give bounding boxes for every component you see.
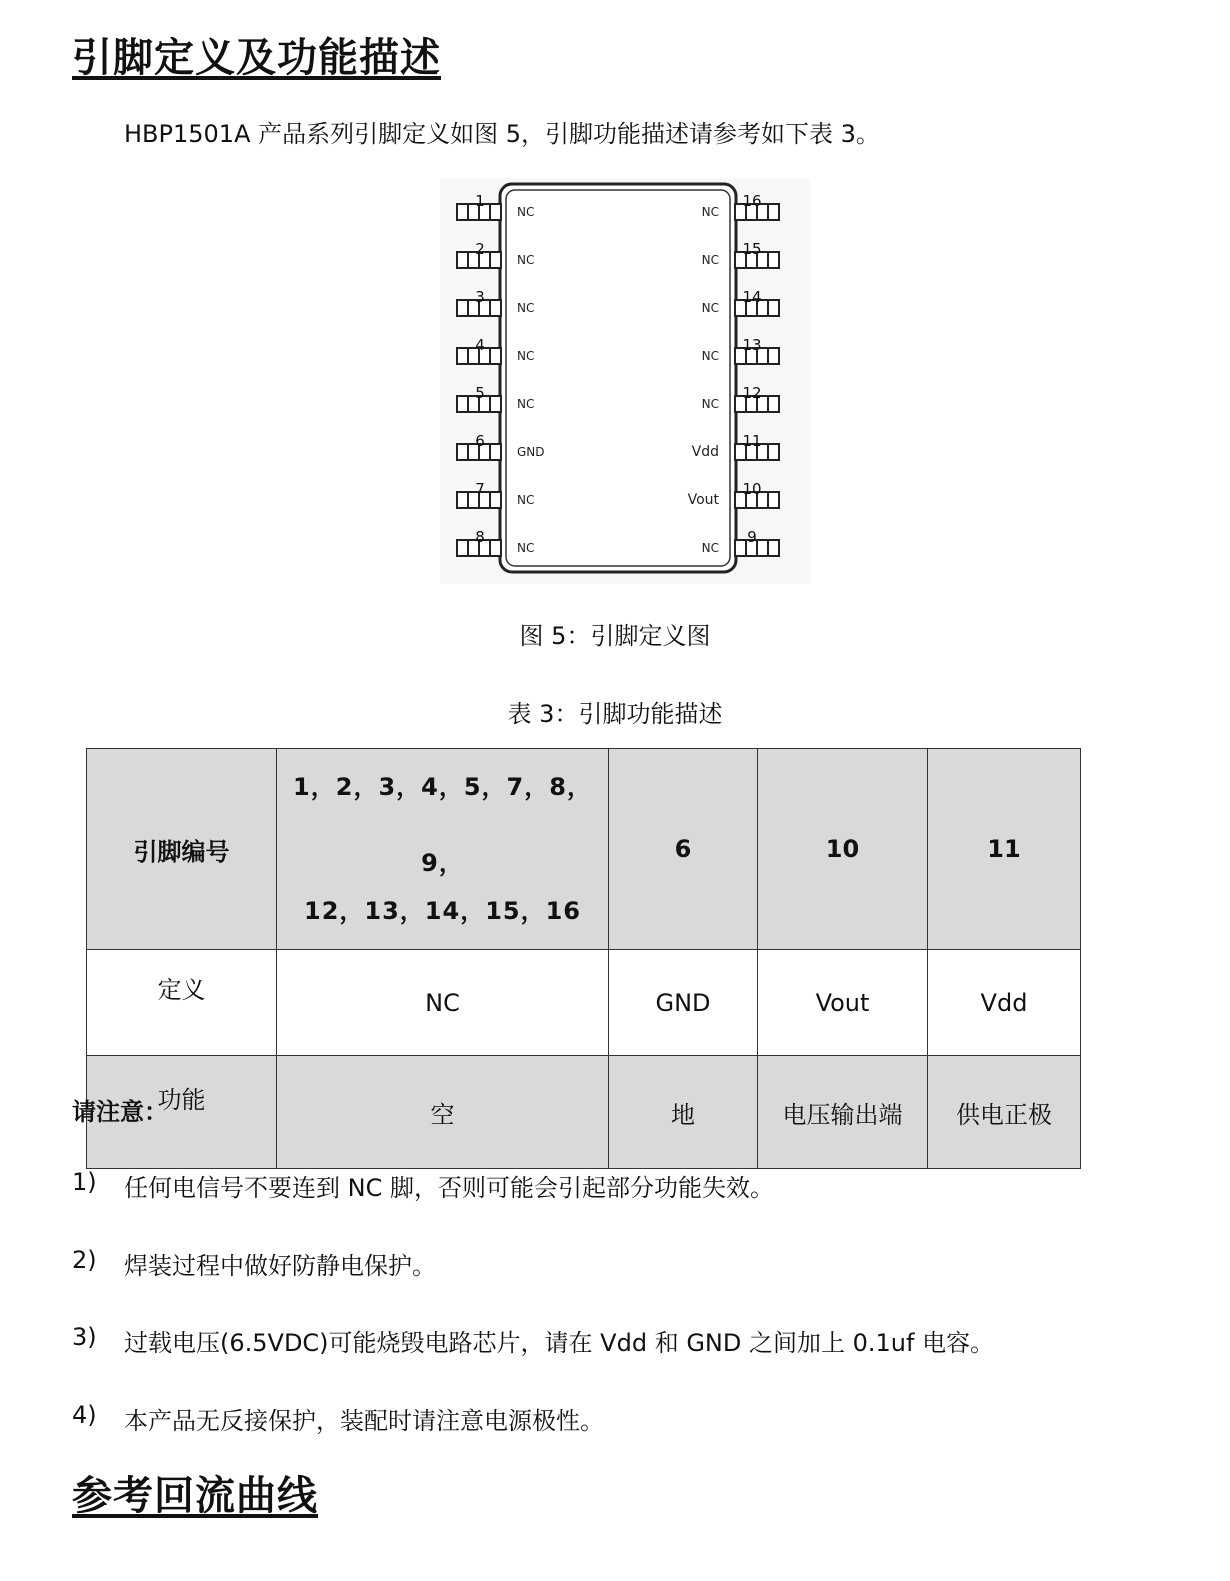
pin-function-table [86, 748, 1081, 1169]
function-nc: 空 [277, 1056, 609, 1169]
pin-label: Vdd [691, 444, 719, 460]
pin-number: 14 [742, 288, 762, 306]
pin-label: NC [701, 349, 719, 363]
pin-number: 6 [475, 432, 485, 450]
pin-number: 2 [475, 240, 485, 258]
header-nc-pins [277, 749, 609, 950]
note-number: 3) [72, 1323, 97, 1351]
note-text: 任何电信号不要连到 NC 脚，否则可能会引起部分功能失效。 [124, 1174, 774, 1202]
pin-label: NC [701, 397, 719, 411]
definition-gnd: GND [609, 950, 758, 1056]
table-caption: 表 3：引脚功能描述 [507, 700, 723, 728]
function-gnd: 地 [609, 1056, 758, 1169]
table-row [87, 1056, 1081, 1169]
notes-title: 请注意： [72, 1098, 168, 1126]
definition-vdd: Vdd [928, 950, 1081, 1056]
pin-diagram [440, 178, 810, 584]
note-text: 本产品无反接保护，装配时请注意电源极性。 [124, 1407, 604, 1435]
header-pin-number-label: 引脚编号 [87, 749, 277, 950]
pin-number: 13 [742, 336, 762, 354]
pin-label: NC [517, 493, 535, 507]
pin-label: NC [517, 541, 535, 555]
function-label: 功能 [87, 1056, 277, 1169]
pin-number: 1 [475, 192, 485, 210]
note-number: 4) [72, 1401, 97, 1429]
pin-number: 9 [747, 528, 757, 546]
note-text: 过载电压(6.5VDC)可能烧毁电路芯片，请在 Vdd 和 GND 之间加上 0.1uf 电容。 [124, 1329, 995, 1357]
pin-label: NC [517, 397, 535, 411]
chip-body [500, 184, 736, 572]
intro-paragraph: HBP1501A 产品系列引脚定义如图 5，引脚功能描述请参考如下表 3。 [124, 120, 880, 148]
pin-number: 8 [475, 528, 485, 546]
pin-label: NC [517, 253, 535, 267]
definition-label: 定义 [87, 950, 277, 1056]
pin-label: NC [701, 253, 719, 267]
pin-label: NC [701, 205, 719, 219]
pin-number: 11 [742, 432, 762, 450]
header-pin-6: 6 [609, 749, 758, 950]
pin-number: 10 [742, 480, 762, 498]
function-vdd: 供电正极 [928, 1056, 1081, 1169]
table-row [87, 749, 1081, 950]
pin-number: 16 [742, 192, 762, 210]
pin-label: NC [517, 205, 535, 219]
note-number: 1) [72, 1168, 97, 1196]
header-nc-pins-line2: 12，13，14，15，16 [304, 897, 581, 925]
section-title-pin-definition: 引脚定义及功能描述 [72, 35, 441, 81]
header-pin-11: 11 [928, 749, 1081, 950]
note-number: 2) [72, 1246, 97, 1274]
section-title-reflow-curve: 参考回流曲线 [72, 1473, 318, 1519]
header-pin-10: 10 [758, 749, 928, 950]
pin-number: 5 [475, 384, 485, 402]
header-nc-pins-line1: 1，2，3，4，5，7，8，9， [293, 773, 592, 877]
table-row [87, 950, 1081, 1056]
function-vout: 电压输出端 [758, 1056, 928, 1169]
figure-caption: 图 5：引脚定义图 [519, 622, 711, 650]
pin-label: NC [517, 301, 535, 315]
pin-label: GND [517, 445, 545, 459]
pin-label: NC [701, 301, 719, 315]
pin-number: 12 [742, 384, 762, 402]
pin-label: Vout [687, 492, 719, 508]
note-text: 焊装过程中做好防静电保护。 [124, 1252, 436, 1280]
pin-number: 7 [475, 480, 485, 498]
pin-label: NC [517, 349, 535, 363]
pin-number: 4 [475, 336, 485, 354]
pin-number: 15 [742, 240, 762, 258]
pin-label: NC [701, 541, 719, 555]
definition-vout: Vout [758, 950, 928, 1056]
pin-number: 3 [475, 288, 485, 306]
definition-nc: NC [277, 950, 609, 1056]
